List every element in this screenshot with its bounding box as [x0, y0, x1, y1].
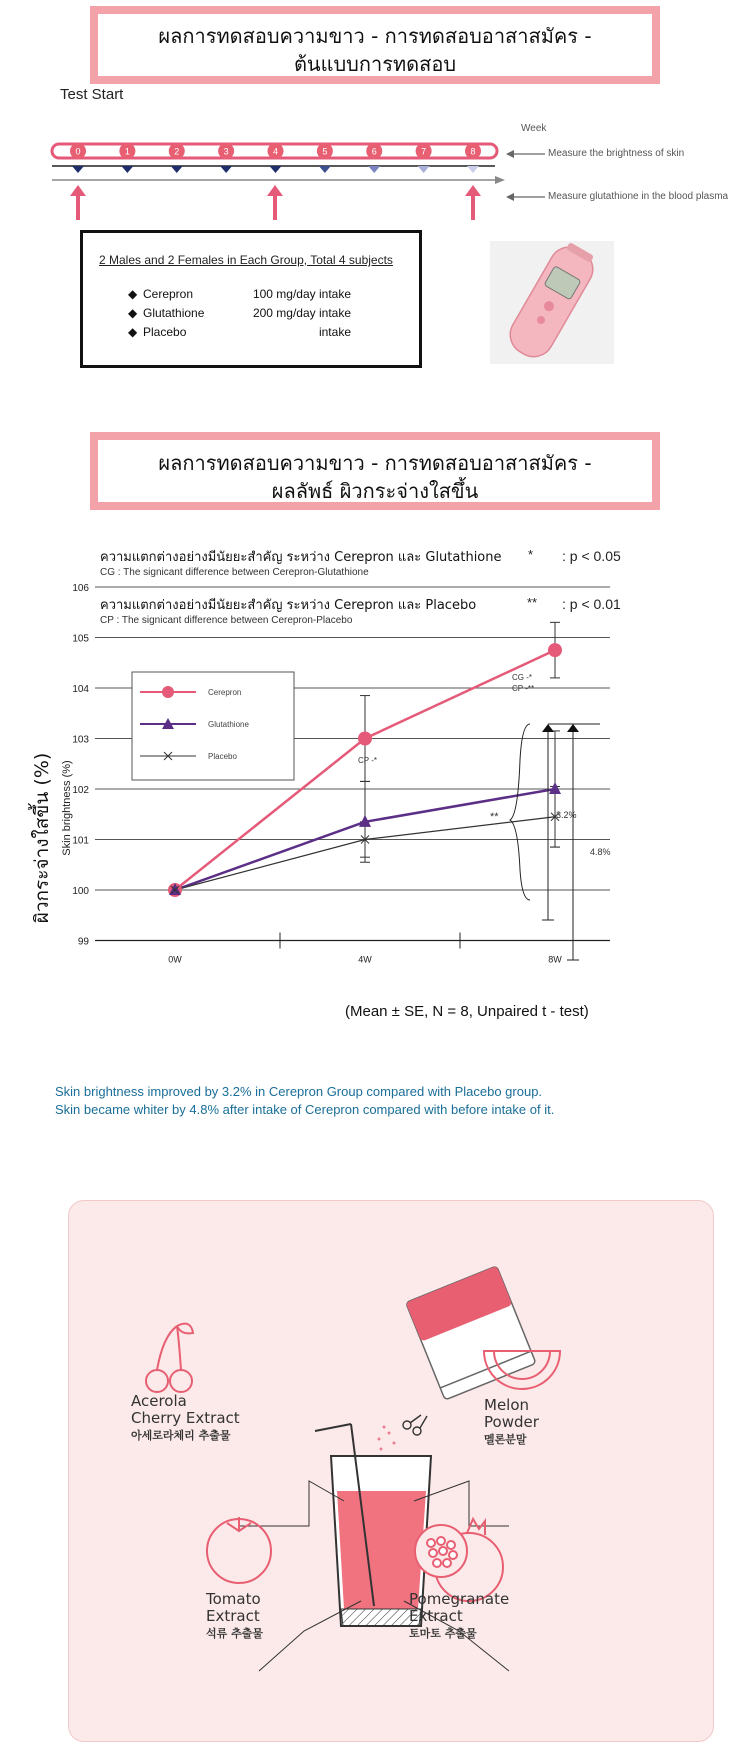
arrow-blood: [506, 193, 545, 201]
x-tick-label: 0W: [168, 954, 182, 965]
week-number-0: 0: [75, 146, 81, 157]
week-number-1: 1: [124, 146, 130, 157]
y-tick-label: 105: [72, 633, 89, 645]
week-number-7: 7: [421, 146, 427, 157]
ingredient-pomegranate: [409, 1591, 509, 1642]
timeline-arrowhead: [495, 176, 505, 184]
cp-subtitle: CP : The signicant difference between Cerepron-Placebo: [100, 615, 353, 626]
cg-mark: *: [528, 547, 534, 562]
y-tick-label: 106: [72, 583, 89, 594]
y-tick-label: 103: [72, 734, 89, 746]
week-marker-6: [368, 166, 380, 173]
week-marker-0: [72, 166, 84, 173]
cg-p-value: : p < 0.05: [562, 548, 621, 564]
week-number-5: 5: [322, 146, 328, 157]
ingredient-name: Extract: [409, 1607, 463, 1625]
x-tick-label: 4W: [358, 954, 372, 965]
pomegranate-icon: [415, 1519, 503, 1601]
diamond-bullet-icon: ◆: [128, 287, 138, 301]
test-start-label: Test Start: [60, 86, 124, 103]
x-tick-label: 8W: [548, 954, 562, 965]
y-tick-label: 99: [77, 936, 89, 948]
measure-blood-label: Measure glutathione in the blood plasma: [548, 191, 729, 202]
cg-subtitle: CG : The signicant difference between Cerepron-Glutathione: [100, 567, 369, 578]
group-name: Cerepron: [143, 287, 194, 301]
week-number-4: 4: [272, 146, 279, 157]
legend-label-placebo: Placebo: [208, 752, 237, 761]
banner-line-2: ต้นแบบการทดสอบ: [293, 52, 457, 76]
week-marker-4: [270, 166, 282, 173]
point-glutathione: [549, 782, 561, 794]
measure-arrow-week-8: [465, 185, 481, 220]
group-dose: intake: [318, 325, 351, 339]
powder-particles: [378, 1426, 396, 1451]
ingredient-name: Powder: [484, 1413, 539, 1431]
skin-meter-icon: [490, 241, 614, 364]
group-dose: 200 mg/day intake: [252, 306, 351, 320]
measure-arrow-week-0: [70, 185, 86, 220]
week-marker-2: [171, 166, 183, 173]
ingredient-korean: 멜론분말: [484, 1433, 527, 1446]
chart-footnote: (Mean ± SE, N = 8, Unpaired t - test): [345, 1003, 589, 1020]
y-axis-label-thai: ผิวกระจ่างใสขึ้น (%): [31, 752, 53, 924]
timeline-diagram: [0, 130, 750, 222]
week-marker-8: [467, 166, 479, 173]
y-tick-label: 100: [72, 886, 89, 897]
ingredient-acerola: [131, 1393, 240, 1444]
pct-3-2-annotation: 3.2%: [556, 810, 577, 820]
cg-title: ความแตกต่างอย่างมีนัยยะสำคัญ ระหว่าง Cerepron และ Glutathione: [100, 550, 502, 565]
legend-label-cerepron: Cerepron: [208, 688, 242, 697]
cp-mark: **: [527, 595, 538, 610]
ingredient-name: Cherry Extract: [131, 1409, 240, 1427]
ingredient-name: Melon: [484, 1396, 530, 1414]
cp-4w-annotation: CP -*: [358, 756, 377, 765]
group-name: Glutathione: [143, 306, 205, 320]
ingredient-korean: 석류 추출물: [206, 1627, 263, 1640]
chart-legend: [132, 672, 294, 780]
sachet-icon: [406, 1266, 536, 1400]
result-note-1: Skin brightness improved by 3.2% in Cerepron Group compared with Placebo group.: [55, 1084, 543, 1099]
week-number-8: 8: [470, 146, 476, 157]
ingredient-name: Pomegranate: [409, 1590, 510, 1608]
measure-skin-label: Measure the brightness of skin: [548, 148, 685, 159]
ingredient-tomato: [206, 1591, 263, 1642]
point-cerepron: [358, 732, 372, 746]
measure-arrow-week-4: [267, 185, 283, 220]
ingredient-name: Acerola: [131, 1392, 187, 1410]
y-tick-label: 101: [72, 835, 89, 847]
week-number-6: 6: [371, 146, 377, 157]
diamond-bullet-icon: ◆: [128, 325, 138, 339]
ingredient-korean: 아세로라체리 추출물: [131, 1429, 231, 1442]
legend-marker-cerepron: [162, 686, 174, 698]
y-tick-label: 102: [72, 785, 89, 796]
group-box: [80, 230, 422, 368]
ingredients-illustration: [69, 1201, 715, 1743]
ingredient-name: Tomato: [206, 1590, 261, 1608]
point-cerepron: [548, 643, 562, 657]
week-number-2: 2: [174, 146, 180, 157]
week-marker-5: [319, 166, 331, 173]
ingredient-melon: [484, 1397, 539, 1448]
banner-line-1: ผลการทดสอบความขาว - การทดสอบอาสาสมัคร -: [158, 451, 592, 475]
cherry-icon: [146, 1324, 193, 1392]
result-note-2: Skin became whiter by 4.8% after intake of Cerepron compared with before intake of it.: [55, 1102, 555, 1117]
ingredient-name: Extract: [206, 1607, 260, 1625]
cp-title: ความแตกต่างอย่างมีนัยยะสำคัญ ระหว่าง Cerepron และ Placebo: [100, 598, 477, 613]
group-dose: 100 mg/day intake: [252, 287, 351, 301]
skin-meter-device-image: [490, 241, 614, 364]
week-marker-1: [121, 166, 133, 173]
banner-line-1: ผลการทดสอบความขาว - การทดสอบอาสาสมัคร -: [158, 24, 592, 48]
cg-8w-annotation: CG -*: [512, 673, 532, 682]
tomato-icon: [207, 1517, 271, 1583]
banner-test-design: [90, 6, 660, 84]
week-number-3: 3: [223, 146, 229, 157]
double-star-annotation: **: [490, 811, 499, 823]
week-label: Week: [521, 123, 547, 134]
arrow-skin: [506, 150, 545, 158]
ingredients-panel: [68, 1200, 714, 1742]
y-axis-label-en: Skin brightness (%): [61, 760, 73, 856]
pct-4-8-annotation: 4.8%: [590, 847, 611, 857]
week-marker-7: [418, 166, 430, 173]
cp-8w-annotation: CP -**: [512, 684, 535, 693]
banner-line-2: ผลลัพธ์ ผิวกระจ่างใสขึ้น: [271, 479, 479, 503]
banner-results: [90, 432, 660, 510]
y-tick-label: 104: [72, 684, 89, 695]
cp-p-value: : p < 0.01: [562, 596, 621, 612]
group-name: Placebo: [143, 325, 187, 339]
legend-label-glutathione: Glutathione: [208, 720, 249, 729]
scissors-icon: [403, 1415, 427, 1435]
diamond-bullet-icon: ◆: [128, 306, 138, 320]
group-header: 2 Males and 2 Females in Each Group, Total 4 subjects: [99, 253, 393, 267]
week-marker-3: [220, 166, 232, 173]
ingredient-korean: 토마토 추출물: [409, 1627, 477, 1640]
